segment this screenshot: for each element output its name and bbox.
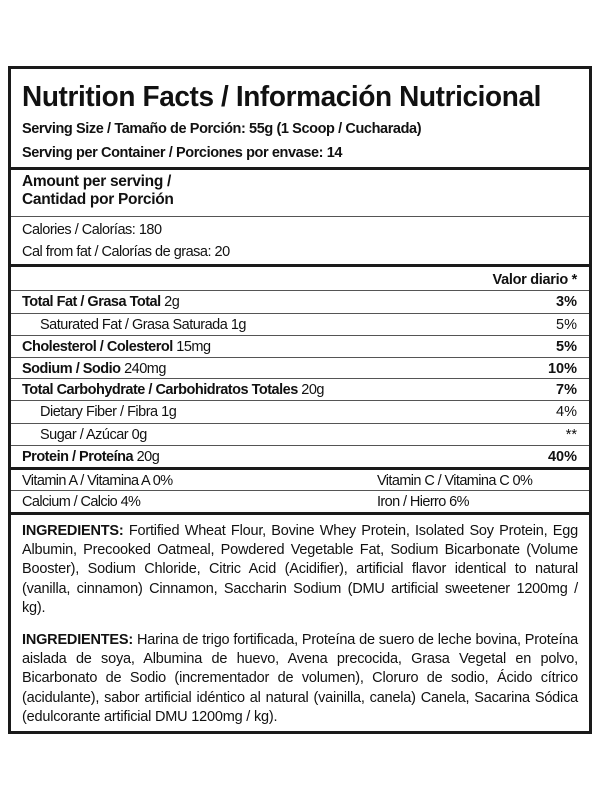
nutrient-row-sugar	[11, 424, 589, 446]
ingredients-english-text: Fortified Wheat Flour, Bovine Whey Protein, Isolated Soy Protein, Egg Albumin, Precooked Oatmeal, Powdered Vegetable Fat, Sodium Bicarbonate (Volume Booster), Sodium Chloride, Citric Acid (Acidifier), artificial flavor identical to natural (vanilla, cinnamon) Cinnamon, Saccharin Sodium (DMU artificial sweetener 1200mg / kg).	[22, 523, 578, 616]
calcium: Calcium / Calcio 4%	[22, 494, 141, 510]
calories-from-fat: Cal from fat / Calorías de grasa: 20	[22, 244, 230, 260]
nutrient-row-saturated-fat	[11, 314, 589, 336]
divider	[11, 512, 589, 515]
amount-per-serving-en: Amount per serving /	[22, 173, 172, 190]
divider	[11, 167, 589, 170]
amount-per-serving-heading	[22, 173, 174, 209]
nutrient-daily-value: 5%	[556, 339, 577, 355]
nutrient-daily-value: 5%	[556, 317, 577, 333]
nutrient-label: Saturated Fat / Grasa Saturada 1g	[40, 317, 246, 333]
divider	[11, 264, 589, 267]
nutrient-daily-value: **	[565, 427, 577, 443]
nutrient-daily-value: 10%	[547, 361, 577, 377]
serving-size: Serving Size / Tamaño de Porción: 55g (1 Scoop / Cucharada)	[22, 121, 422, 137]
ingredients-english	[22, 522, 578, 618]
nutrient-label: Cholesterol / Colesterol 15mg	[22, 339, 211, 355]
nutrient-row-total-fat	[11, 291, 589, 313]
ingredients-spanish-label: INGREDIENTES:	[22, 632, 133, 648]
nutrient-label: Sugar / Azúcar 0g	[40, 427, 147, 443]
nutrient-label: Dietary Fiber / Fibra 1g	[40, 404, 177, 420]
label-title: Nutrition Facts / Información Nutricional	[22, 81, 542, 113]
vitamin-a: Vitamin A / Vitamina A 0%	[22, 473, 173, 489]
nutrient-label: Sodium / Sodio 240mg	[22, 361, 166, 377]
nutrient-daily-value: 3%	[556, 294, 577, 310]
calories: Calories / Calorías: 180	[22, 222, 162, 238]
ingredients-spanish-text: Harina de trigo fortificada, Proteína de suero de leche bovina, Proteína aislada de soya, Albumina de huevo, Avena precocida, Grasa Vegetal en polvo, Bicarbonato de Sodio (incrementador de volumen), Cloruro de sodio, Ácido cítrico (acidulante), sabor artificial idéntico al natural (vainilla, canela) Canela, Sacarina Sódica (edulcorante artificial DMU 1200mg / kg).	[22, 632, 578, 725]
nutrition-facts-label	[8, 66, 592, 734]
nutrient-row-sodium	[11, 358, 589, 380]
iron: Iron / Hierro 6%	[377, 494, 469, 510]
nutrient-label: Total Fat / Grasa Total 2g	[22, 294, 180, 310]
nutrient-row-total-carbohydrate	[11, 379, 589, 401]
vitamin-c: Vitamin C / Vitamina C 0%	[377, 473, 533, 489]
nutrient-row-protein	[11, 446, 589, 468]
daily-value-header: Valor diario *	[492, 272, 577, 288]
divider	[11, 490, 589, 491]
nutrient-label: Protein / Proteína 20g	[22, 449, 160, 465]
nutrient-label: Total Carbohydrate / Carbohidratos Totales 20g	[22, 382, 324, 398]
divider	[11, 467, 589, 470]
ingredients-spanish	[22, 631, 578, 727]
ingredients-english-label: INGREDIENTS:	[22, 523, 124, 539]
amount-per-serving-es: Cantidad por Porción	[22, 191, 174, 208]
servings-per-container: Serving per Container / Porciones por envase: 14	[22, 145, 343, 161]
nutrient-daily-value: 40%	[547, 449, 577, 465]
nutrient-daily-value: 4%	[556, 404, 577, 420]
divider	[11, 216, 589, 217]
nutrient-daily-value: 7%	[556, 382, 577, 398]
nutrient-row-dietary-fiber	[11, 401, 589, 423]
nutrient-row-cholesterol	[11, 336, 589, 358]
